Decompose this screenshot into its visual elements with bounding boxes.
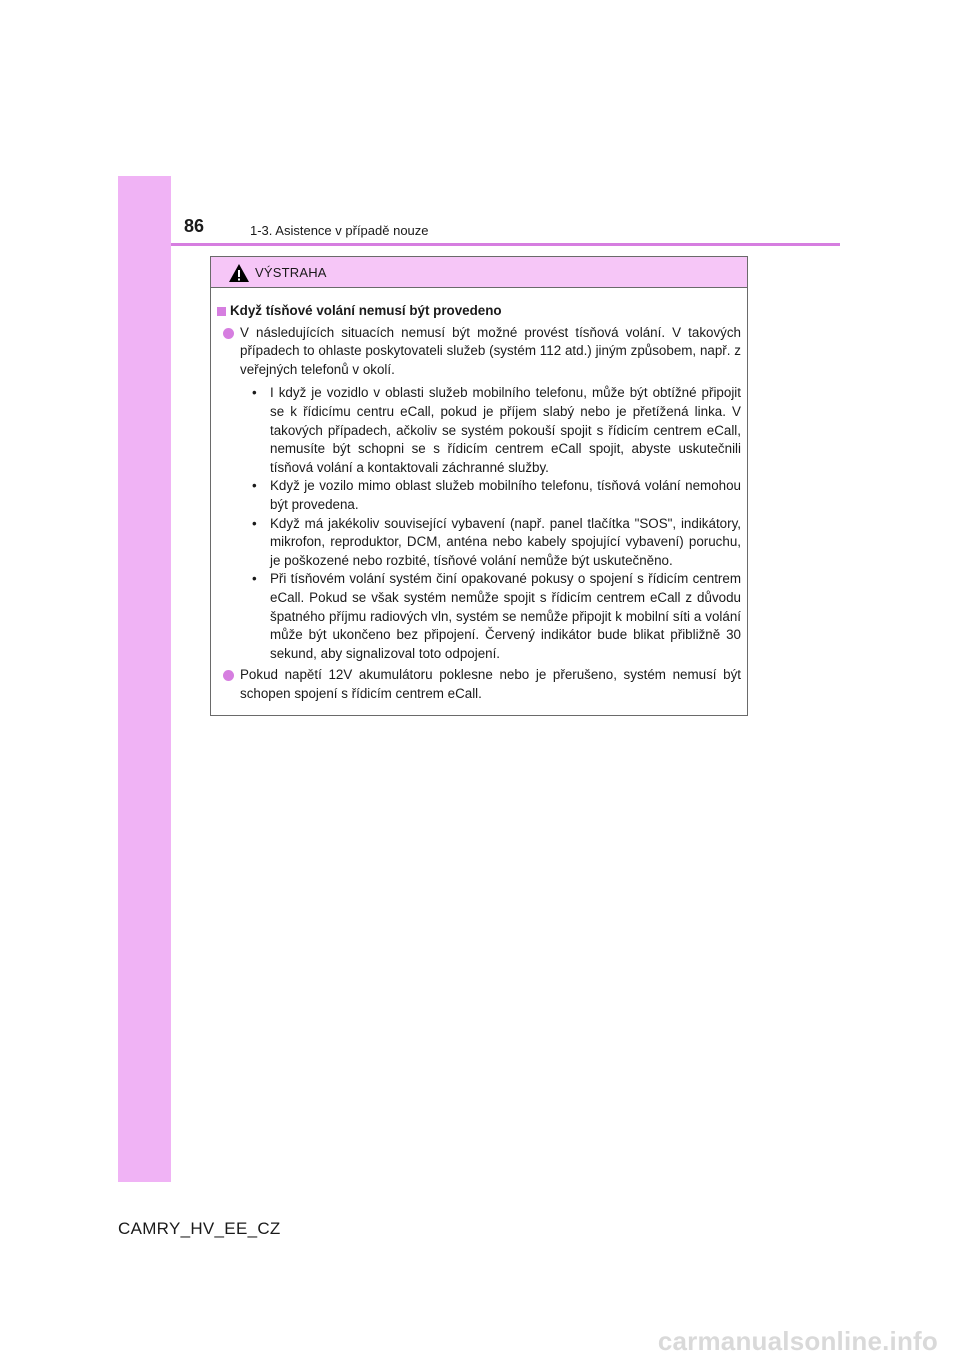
sub-list-item-text: Když má jakékoliv související vybavení (např. panel tlačítka "SOS", indikátory, mikrofon, reproduktor, DCM, anténa nebo kabely spojující vybavení) poruchu, je poškozené nebo rozbité, tísňové volání nemůže být uskutečněno. [270,515,741,568]
sub-list-item-text: Při tísňovém volání systém činí opakované pokusy o spojení s řídicím centrem eCall. Pokud se však systém nemůže spojit s řídicím centrem eCall z důvodu špatného příjmu radiových vln, systém se nemůže připojit k mobilní síti a volání může být ukončeno bez připojení. Červený indikátor bude blikat přibližně 30 sekund, aby signalizoval toto odpojení. [270,571,741,661]
warning-body [211,288,747,703]
list-item-text: Pokud napětí 12V akumulátoru poklesne nebo je přerušeno, systém nemusí být schopen spojení s řídicím centrem eCall. [240,667,741,701]
section-title: 1-3. Asistence v případě nouze [250,223,429,238]
dot-bullet-icon: • [252,385,257,401]
dot-bullet-icon: • [252,478,257,494]
circle-bullet-icon [223,670,234,681]
list-item-text: V následujících situacích nemusí být možné provést tísňová volání. V takových případech to ohlaste poskytovateli služeb (systém 112 atd.) jiným způsobem, např. z veřejných telefonů v okolí. [240,324,741,377]
dot-bullet-icon: • [252,515,257,531]
page-number: 86 [184,216,205,236]
circle-bullet-icon [223,328,234,339]
warning-label: VÝSTRAHA [255,265,327,280]
sub-list-item [252,515,741,571]
sub-list-item-text: I když je vozidlo v oblasti služeb mobilního telefonu, může být obtížné připojit se k řídicímu centru eCall, pokud je příjem slabý nebo je přetížená linka. V takových případech, ačkoliv se systém pokouší spojit s řídicím centrem eCall, nemusíte být schopni se s řídicím centrem eCall spojit, abyste uskutečnili tísňová volání a kontaktovali záchranné služby. [270,385,741,475]
watermark: carmanualsonline.info [657,1326,938,1356]
square-bullet-icon [217,307,226,316]
list-item [223,324,741,664]
warning-heading-text: Když tísňové volání nemusí být provedeno [230,303,502,318]
sidebar-tab [118,176,171,1182]
header-rule [171,243,840,246]
sub-list-item [252,477,741,514]
warning-header [211,257,747,288]
sub-list [252,384,741,663]
dot-bullet-icon: • [252,571,257,587]
warning-triangle-icon [228,263,250,283]
sub-list-item-text: Když je vozilo mimo oblast služeb mobilního telefonu, tísňová volání nemohou být provedena. [270,478,741,512]
list-item [223,666,741,703]
warning-box [210,256,748,716]
warning-heading [217,302,741,321]
sub-list-item [252,384,741,477]
document-code: CAMRY_HV_EE_CZ [118,1219,281,1238]
sub-list-item [252,570,741,663]
